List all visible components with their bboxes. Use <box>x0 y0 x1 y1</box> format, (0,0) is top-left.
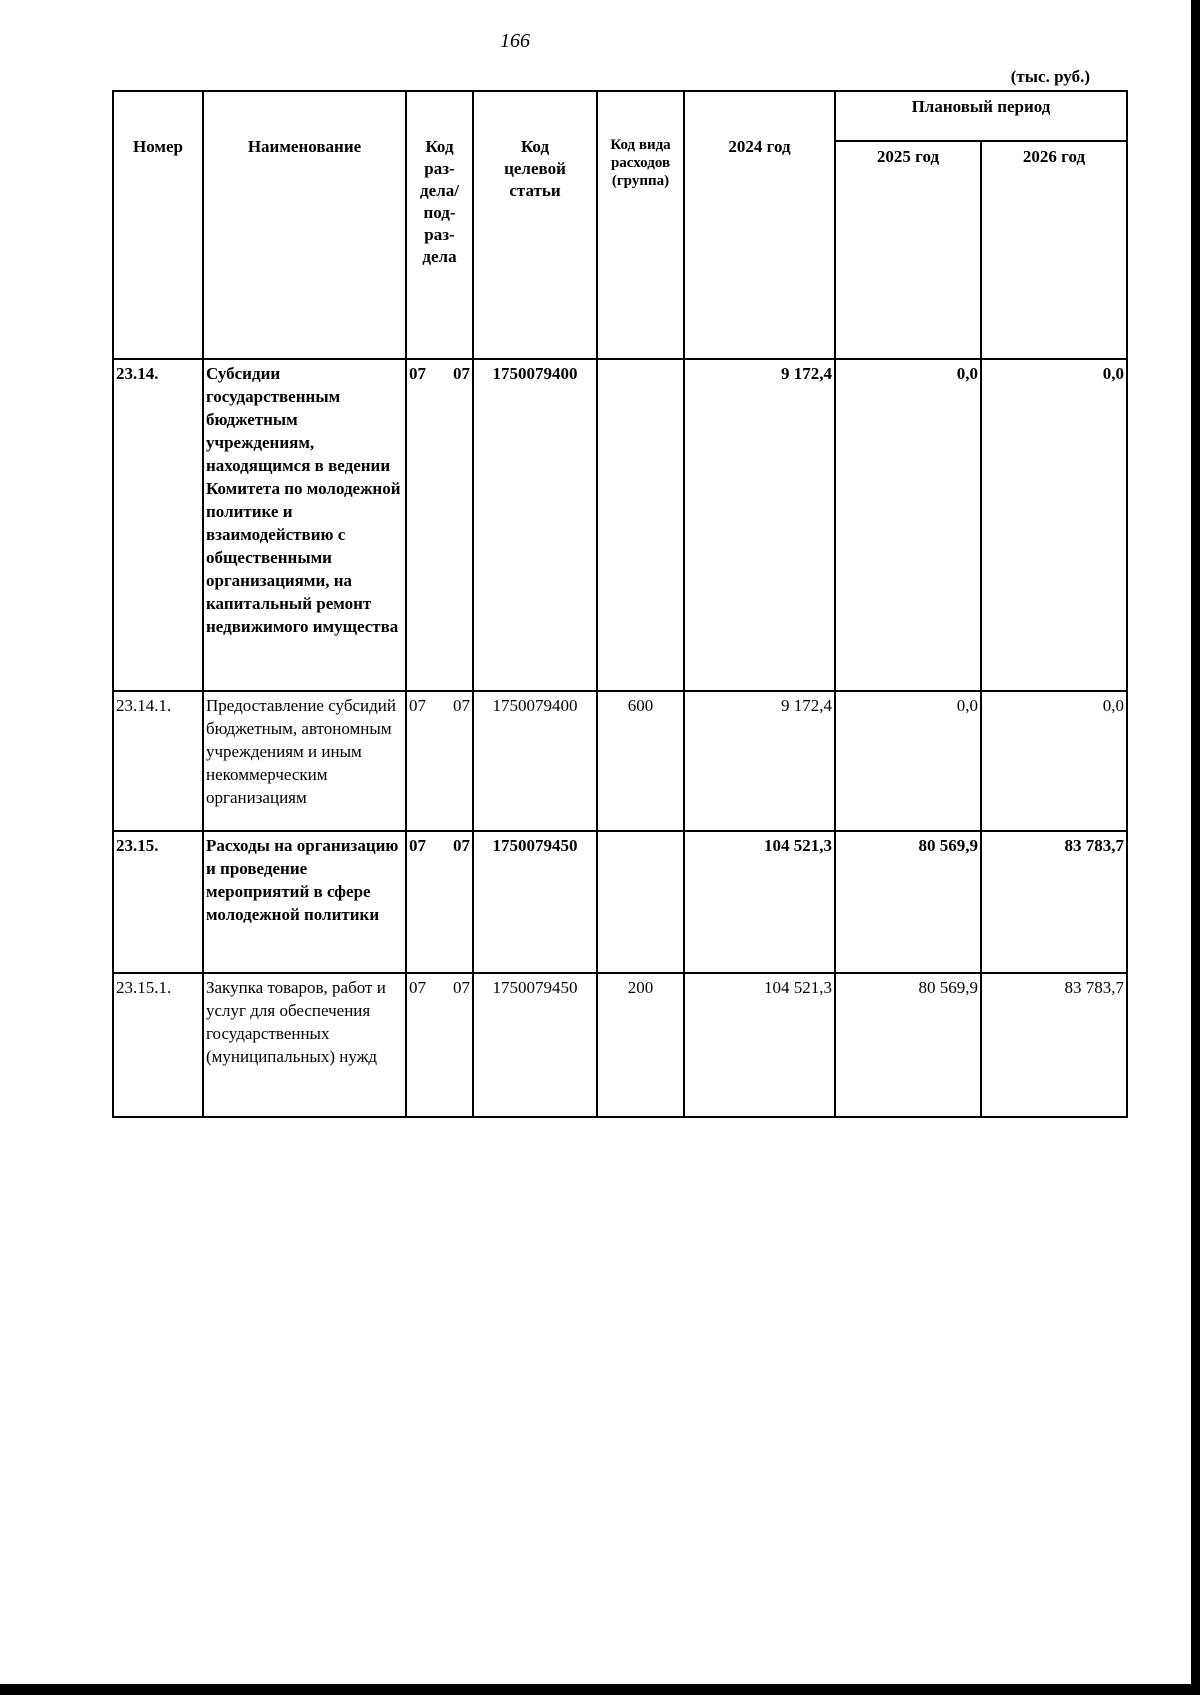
row-number: 23.14. <box>113 359 203 691</box>
scan-edge-bottom <box>0 1684 1200 1695</box>
units-label: (тыс. руб.) <box>1010 67 1090 86</box>
row-amount-2026: 0,0 <box>981 691 1127 831</box>
subsection-code: 07 <box>453 696 470 715</box>
row-number: 23.15.1. <box>113 973 203 1117</box>
row-amount-2025: 0,0 <box>835 359 981 691</box>
row-expense-type: 600 <box>597 691 684 831</box>
header-section: Код раз- дела/ под- раз- дела <box>406 91 473 359</box>
row-target-code: 1750079400 <box>473 359 597 691</box>
subsection-code: 07 <box>453 978 470 997</box>
row-expense-type <box>597 359 684 691</box>
row-name: Предоставление субсидий бюджетным, автономным учреждениям и иным некоммерческим организациям <box>203 691 406 831</box>
row-target-code: 1750079400 <box>473 691 597 831</box>
header-name: Наименование <box>203 91 406 359</box>
row-section <box>406 691 473 831</box>
row-name: Субсидии государственным бюджетным учреждениям, находящимся в ведении Комитета по молодежной политике и взаимодействию с общественными организациями, на капитальный ремонт недвижимого имущества <box>203 359 406 691</box>
row-amount-2024: 104 521,3 <box>684 973 835 1117</box>
row-expense-type: 200 <box>597 973 684 1117</box>
row-amount-2026: 0,0 <box>981 359 1127 691</box>
table-row <box>113 973 1127 1117</box>
budget-table <box>112 90 1128 1118</box>
header-2025: 2025 год <box>835 141 981 359</box>
row-name: Закупка товаров, работ и услуг для обеспечения государственных (муниципальных) нужд <box>203 973 406 1117</box>
row-number: 23.15. <box>113 831 203 973</box>
section-code: 07 <box>409 696 426 715</box>
row-amount-2025: 0,0 <box>835 691 981 831</box>
row-name: Расходы на организацию и проведение мероприятий в сфере молодежной политики <box>203 831 406 973</box>
header-planned-period: Плановый период <box>835 91 1127 141</box>
scan-edge-right <box>1191 0 1200 1695</box>
row-target-code: 1750079450 <box>473 973 597 1117</box>
row-amount-2024: 9 172,4 <box>684 359 835 691</box>
header-expense-type: Код вида расходов (группа) <box>597 91 684 359</box>
table-row <box>113 831 1127 973</box>
row-amount-2025: 80 569,9 <box>835 973 981 1117</box>
subsection-code: 07 <box>453 364 470 383</box>
row-section <box>406 359 473 691</box>
subsection-code: 07 <box>453 836 470 855</box>
table-row <box>113 359 1127 691</box>
header-2026: 2026 год <box>981 141 1127 359</box>
section-code: 07 <box>409 364 426 383</box>
row-section <box>406 831 473 973</box>
table-header <box>113 91 1127 359</box>
page-number: 166 <box>500 30 530 52</box>
section-code: 07 <box>409 836 426 855</box>
row-amount-2024: 9 172,4 <box>684 691 835 831</box>
section-code: 07 <box>409 978 426 997</box>
row-section <box>406 973 473 1117</box>
row-amount-2026: 83 783,7 <box>981 831 1127 973</box>
row-number: 23.14.1. <box>113 691 203 831</box>
table-row <box>113 691 1127 831</box>
row-expense-type <box>597 831 684 973</box>
header-number: Номер <box>113 91 203 359</box>
row-amount-2024: 104 521,3 <box>684 831 835 973</box>
row-amount-2025: 80 569,9 <box>835 831 981 973</box>
row-amount-2026: 83 783,7 <box>981 973 1127 1117</box>
header-target: Код целевой статьи <box>473 91 597 359</box>
row-target-code: 1750079450 <box>473 831 597 973</box>
header-2024: 2024 год <box>684 91 835 359</box>
